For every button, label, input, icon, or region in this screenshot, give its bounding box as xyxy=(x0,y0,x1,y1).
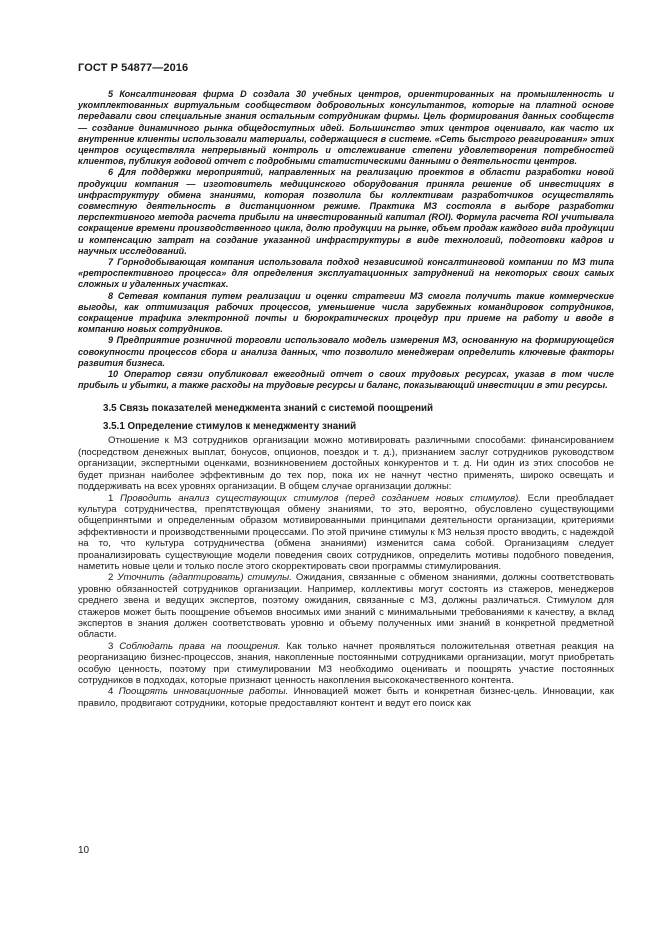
examples-block xyxy=(78,89,614,391)
example-paragraph: 9 Предприятие розничной торговли использовало модель измерения МЗ, основанную на формирующейся совокупности процессов сбора и анализа данных, что позволило менеджерам определить ключевые факторы развития бизнеса. xyxy=(78,335,614,368)
list-item xyxy=(78,641,614,687)
item-text: Если преобладает культура сотрудничества, препятствующая обмену знаниями, то это, вероятно, обусловлено существующими общепринятыми и определенным образом мотивированными принципами деятельности организации, критериями эффективности и производственными процессами. По этой причине стимулы к МЗ нельзя просто вводить, с надеждой на то, что культура сотрудничества (обмена знаниями) изменится сама собой. Организациям следует проанализировать существующие модели поведения своих сотрудников, определить мотивы подобного поведения, наметить новые цели и только после этого скорректировать свои программы стимулирования. xyxy=(78,492,615,572)
page-body xyxy=(78,89,614,709)
item-text: Как только начнет проявляться положительная ответная реакция на реорганизацию бизнес-процессов, знания, накопленные постоянными сотрудниками организации, могут приобретать особую ценность, поэтому при стимулировании МЗ необходимо оценивать и поощрять участие постоянных сотрудников в подходах, которые признают ценность накопления высококачественного контента. xyxy=(78,640,615,687)
subsection-title: 3.5.1 Определение стимулов к менеджменту знаний xyxy=(103,421,357,433)
example-paragraph: 7 Горнодобывающая компания использовала подход независимой консалтинговой компании по МЗ типа «ретроспективного процесса» для определения эксплуатационных затруднений на некоторых своих самых сложных и удаленных участках. xyxy=(78,257,614,290)
item-lead: Поощрять инновационные работы. xyxy=(118,686,289,698)
page-number: 10 xyxy=(78,845,90,856)
item-lead: Проводить анализ существующих стимулов (перед созданием новых стимулов). xyxy=(120,492,521,504)
list-item xyxy=(78,493,614,573)
item-lead: Уточнить (адаптировать) стимулы. xyxy=(117,572,292,584)
example-paragraph: 5 Консалтинговая фирма D создала 30 учебных центров, ориентированных на промышленность и укомплектованных виртуальным сообществом добровольных консультантов, которые на платной основе передавали свои специальные знания остальным сотрудникам фирмы. Цель формирования данных сообществ — создание динамичного рынка общедоступных идей. Большинство этих центров оценивало, как часто их внутренние клиенты использовали материалы, содержащиеся в системе. «Сеть быстрого реагирования» этих центров осуществляла непрерывный контроль и отслеживание степени удовлетворения потребностей клиентов, публикуя годовой отчет с подробными статистическими данными о деятельности центров. xyxy=(78,89,614,167)
list-item xyxy=(78,686,614,709)
item-number: 3 xyxy=(108,640,114,652)
item-number: 2 xyxy=(108,572,114,584)
item-number: 1 xyxy=(108,492,114,504)
item-number: 4 xyxy=(108,686,114,698)
example-paragraph: 10 Оператор связи опубликовал ежегодный отчет о своих трудовых ресурсах, указав в том числе прибыль и убытки, а также расходы на трудовые ресурсы и баланс, показывающий инвестиции в эти ресурсы. xyxy=(78,369,614,391)
body-text xyxy=(78,435,614,709)
item-lead: Соблюдать права на поощрения. xyxy=(119,640,281,652)
item-text: Ожидания, связанные с обменом знаниями, должны соответствовать уровню обязанностей сотрудников организации. Например, коллективы могут состоять из стажеров, менеджеров среднего звена и ведущих экспертов, поэтому ожидания, связанные с МЗ, должны различаться. Стимулом для стажеров может быть поощрение объемов вносимых ими знаний с минимальными требованиями к качеству, а вклад экспертов в знания должен соответствовать уровню и объему полученных ими знаний в конкретной предметной области. xyxy=(78,572,614,641)
document-header: ГОСТ Р 54877—2016 xyxy=(78,62,189,74)
item-text: Инновацией может быть и конкретная бизнес-цель. Инновации, как правило, продвигают сотрудники, которые предоставляют контент и ведут его поиск как xyxy=(78,686,615,709)
example-paragraph: 6 Для поддержки мероприятий, направленных на реализацию проектов в области разработки новой продукции компания — изготовитель медицинского оборудования приняла решение об инвестициях в инфраструктуру обмена знаниями, которая позволила бы коллективам разработчиков осуществлять совместную деятельность в дистанционном режиме. Практика МЗ состояла в выборе разработки перспективного метода расчета прибыли на инвестированный капитал (ROI). Формула расчета ROI учитывала сокращение времени производственного цикла, долю продукции на рынке, объем продаж каждого вида продукции и компенсацию затрат на создание указанной инфраструктуры в виде технологий, подготовки кадров и научных исследований. xyxy=(78,167,614,256)
section-title: 3.5 Связь показателей менеджмента знаний с системой поощрений xyxy=(103,403,434,415)
list-item xyxy=(78,572,614,640)
example-paragraph: 8 Сетевая компания путем реализации и оценки стратегии МЗ смогла получить такие коммерческие выгоды, как оптимизация рабочих процессов, уменьшение числа зарубежных командировок сотрудников, сокращение трафика электронной почты и бюрократических процедур при приеме на работу и вводе в компанию новых сотрудников. xyxy=(78,290,614,335)
intro-paragraph: Отношение к МЗ сотрудников организации можно мотивировать различными способами: финансированием (посредством денежных выплат, бонусов, опционов, поездок и т. д.), признанием заслуг сотрудников руководством организации, экспертными оценками, возникновением достойных конкурентов и т. д. Ни один из этих способов не будет признан наиболее эффективным до тех пор, пока их не начнут честно применять, широко освещать и поддерживать на всех уровнях организации. В общем случае организации должны: xyxy=(78,435,614,493)
